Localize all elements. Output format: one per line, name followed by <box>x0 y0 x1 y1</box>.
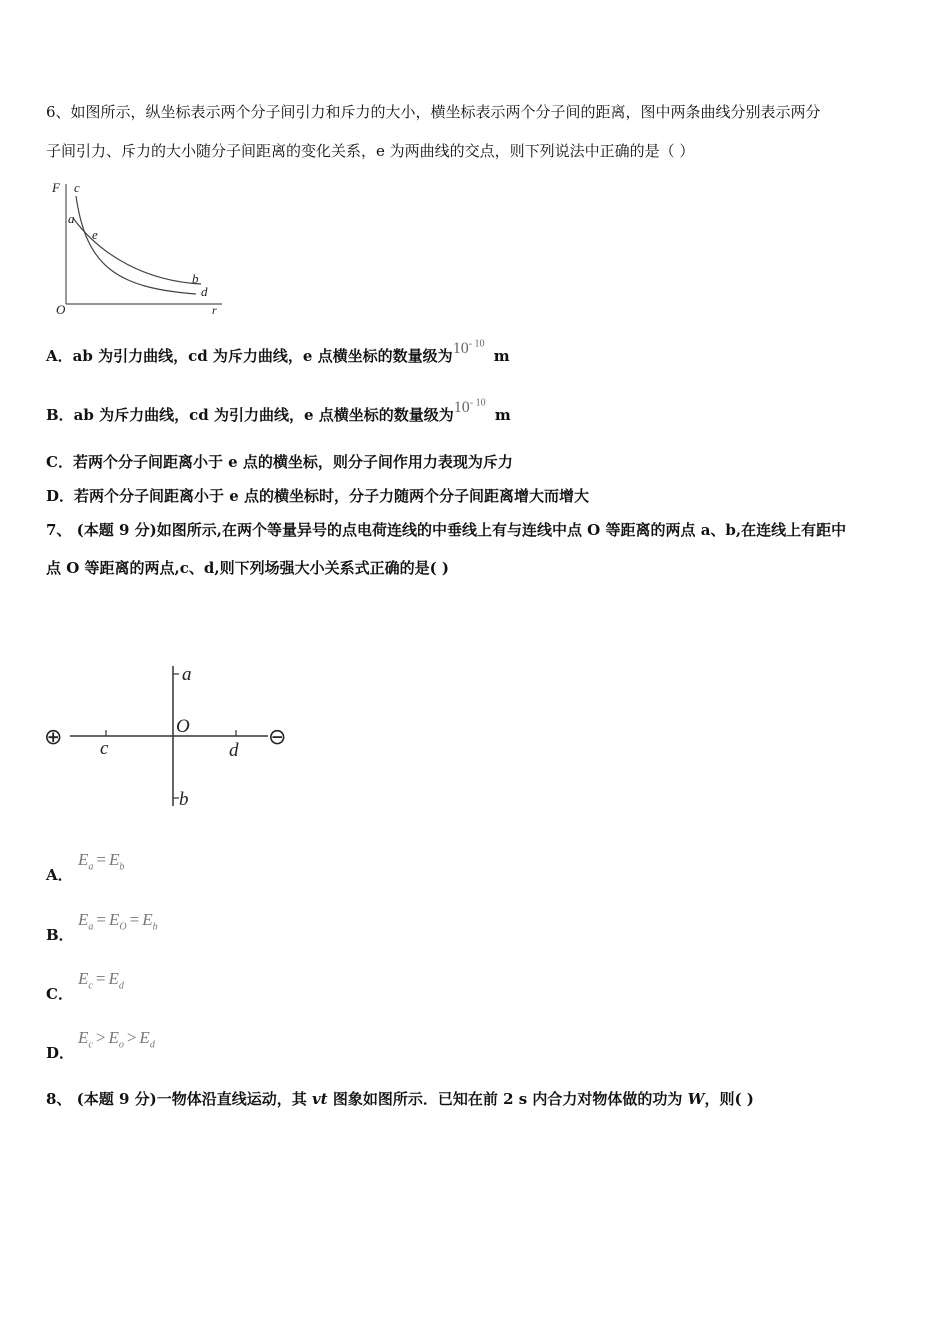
q6-option-d: D．若两个分子间距离小于 e 点的横坐标时，分子力随两个分子间距离增大而增大 <box>46 487 589 505</box>
label-O: O <box>56 302 66 317</box>
q7-option-a-label: A． <box>46 866 73 884</box>
negative-charge-icon: ⊖ <box>268 725 287 750</box>
label-r: r <box>212 303 217 317</box>
q7-option-d-label: D． <box>46 1044 75 1062</box>
label-b: b <box>192 271 199 286</box>
q7-charges-diagram <box>40 660 300 810</box>
q6-option-c: C．若两个分子间距离小于 e 点的横坐标，则分子间作用力表现为斥力 <box>46 453 513 471</box>
q7-option-d-formula: $E_c > E_o > E_d$ <box>78 1028 155 1051</box>
q6-option-b-sci: $10^{- 10}$ <box>453 397 486 416</box>
positive-charge-icon: ⊕ <box>44 725 63 750</box>
q6-option-a-sci: $10^{- 10}$ <box>452 338 485 357</box>
q6-stem-line1: 6、如图所示，纵坐标表示两个分子间引力和斥力的大小，横坐标表示两个分子间的距离，图中两条曲线分别表示两分 <box>46 103 821 121</box>
q6-option-a <box>46 338 510 366</box>
q6-option-b <box>46 397 511 425</box>
label-e: e <box>92 227 98 242</box>
q7-stem-line2: 点 O 等距离的两点,c、d,则下列场强大小关系式正确的是( ) <box>46 559 449 577</box>
label-O: O <box>176 716 190 737</box>
q6-option-a-unit: m <box>493 347 510 365</box>
label-a: a <box>68 211 75 226</box>
q6-stem-line2: 子间引力、斥力的大小随分子间距离的变化关系，e 为两曲线的交点，则下列说法中正确的是（ ） <box>46 142 695 160</box>
q6-option-b-unit: m <box>494 406 511 424</box>
label-c: c <box>100 738 109 759</box>
q7-option-c-label: C． <box>46 985 73 1003</box>
label-c: c <box>74 180 80 195</box>
label-F: F <box>52 180 60 195</box>
q7-option-a-formula: $E_a = E_b$ <box>78 850 125 873</box>
q7-stem-line1: 7、 (本题 9 分)如图所示,在两个等量异号的点电荷连线的中垂线上有与连线中点 O 等距离的两点 a、b,在连线上有距中 <box>46 521 847 539</box>
label-d: d <box>201 284 208 299</box>
q8-stem: 8、 (本题 9 分)一物体沿直线运动，其 vt 图象如图所示．已知在前 2 s 内合力对物体做的功为 W，则( ) <box>46 1090 754 1108</box>
label-b: b <box>179 789 189 810</box>
label-d: d <box>229 740 239 761</box>
q6-force-distance-graph <box>46 176 226 321</box>
q7-option-b-label: B． <box>46 926 74 944</box>
q7-option-b-formula: $E_a = E_O = E_b$ <box>78 910 158 933</box>
q6-option-b-text: B．ab 为斥力曲线，cd 为引力曲线，e 点横坐标的数量级为 <box>46 406 454 424</box>
q7-option-c-formula: $E_c = E_d$ <box>78 969 124 992</box>
q6-option-a-text: A．ab 为引力曲线，cd 为斥力曲线，e 点横坐标的数量级为 <box>46 347 453 365</box>
cd-curve <box>76 196 196 294</box>
label-a: a <box>182 664 192 685</box>
